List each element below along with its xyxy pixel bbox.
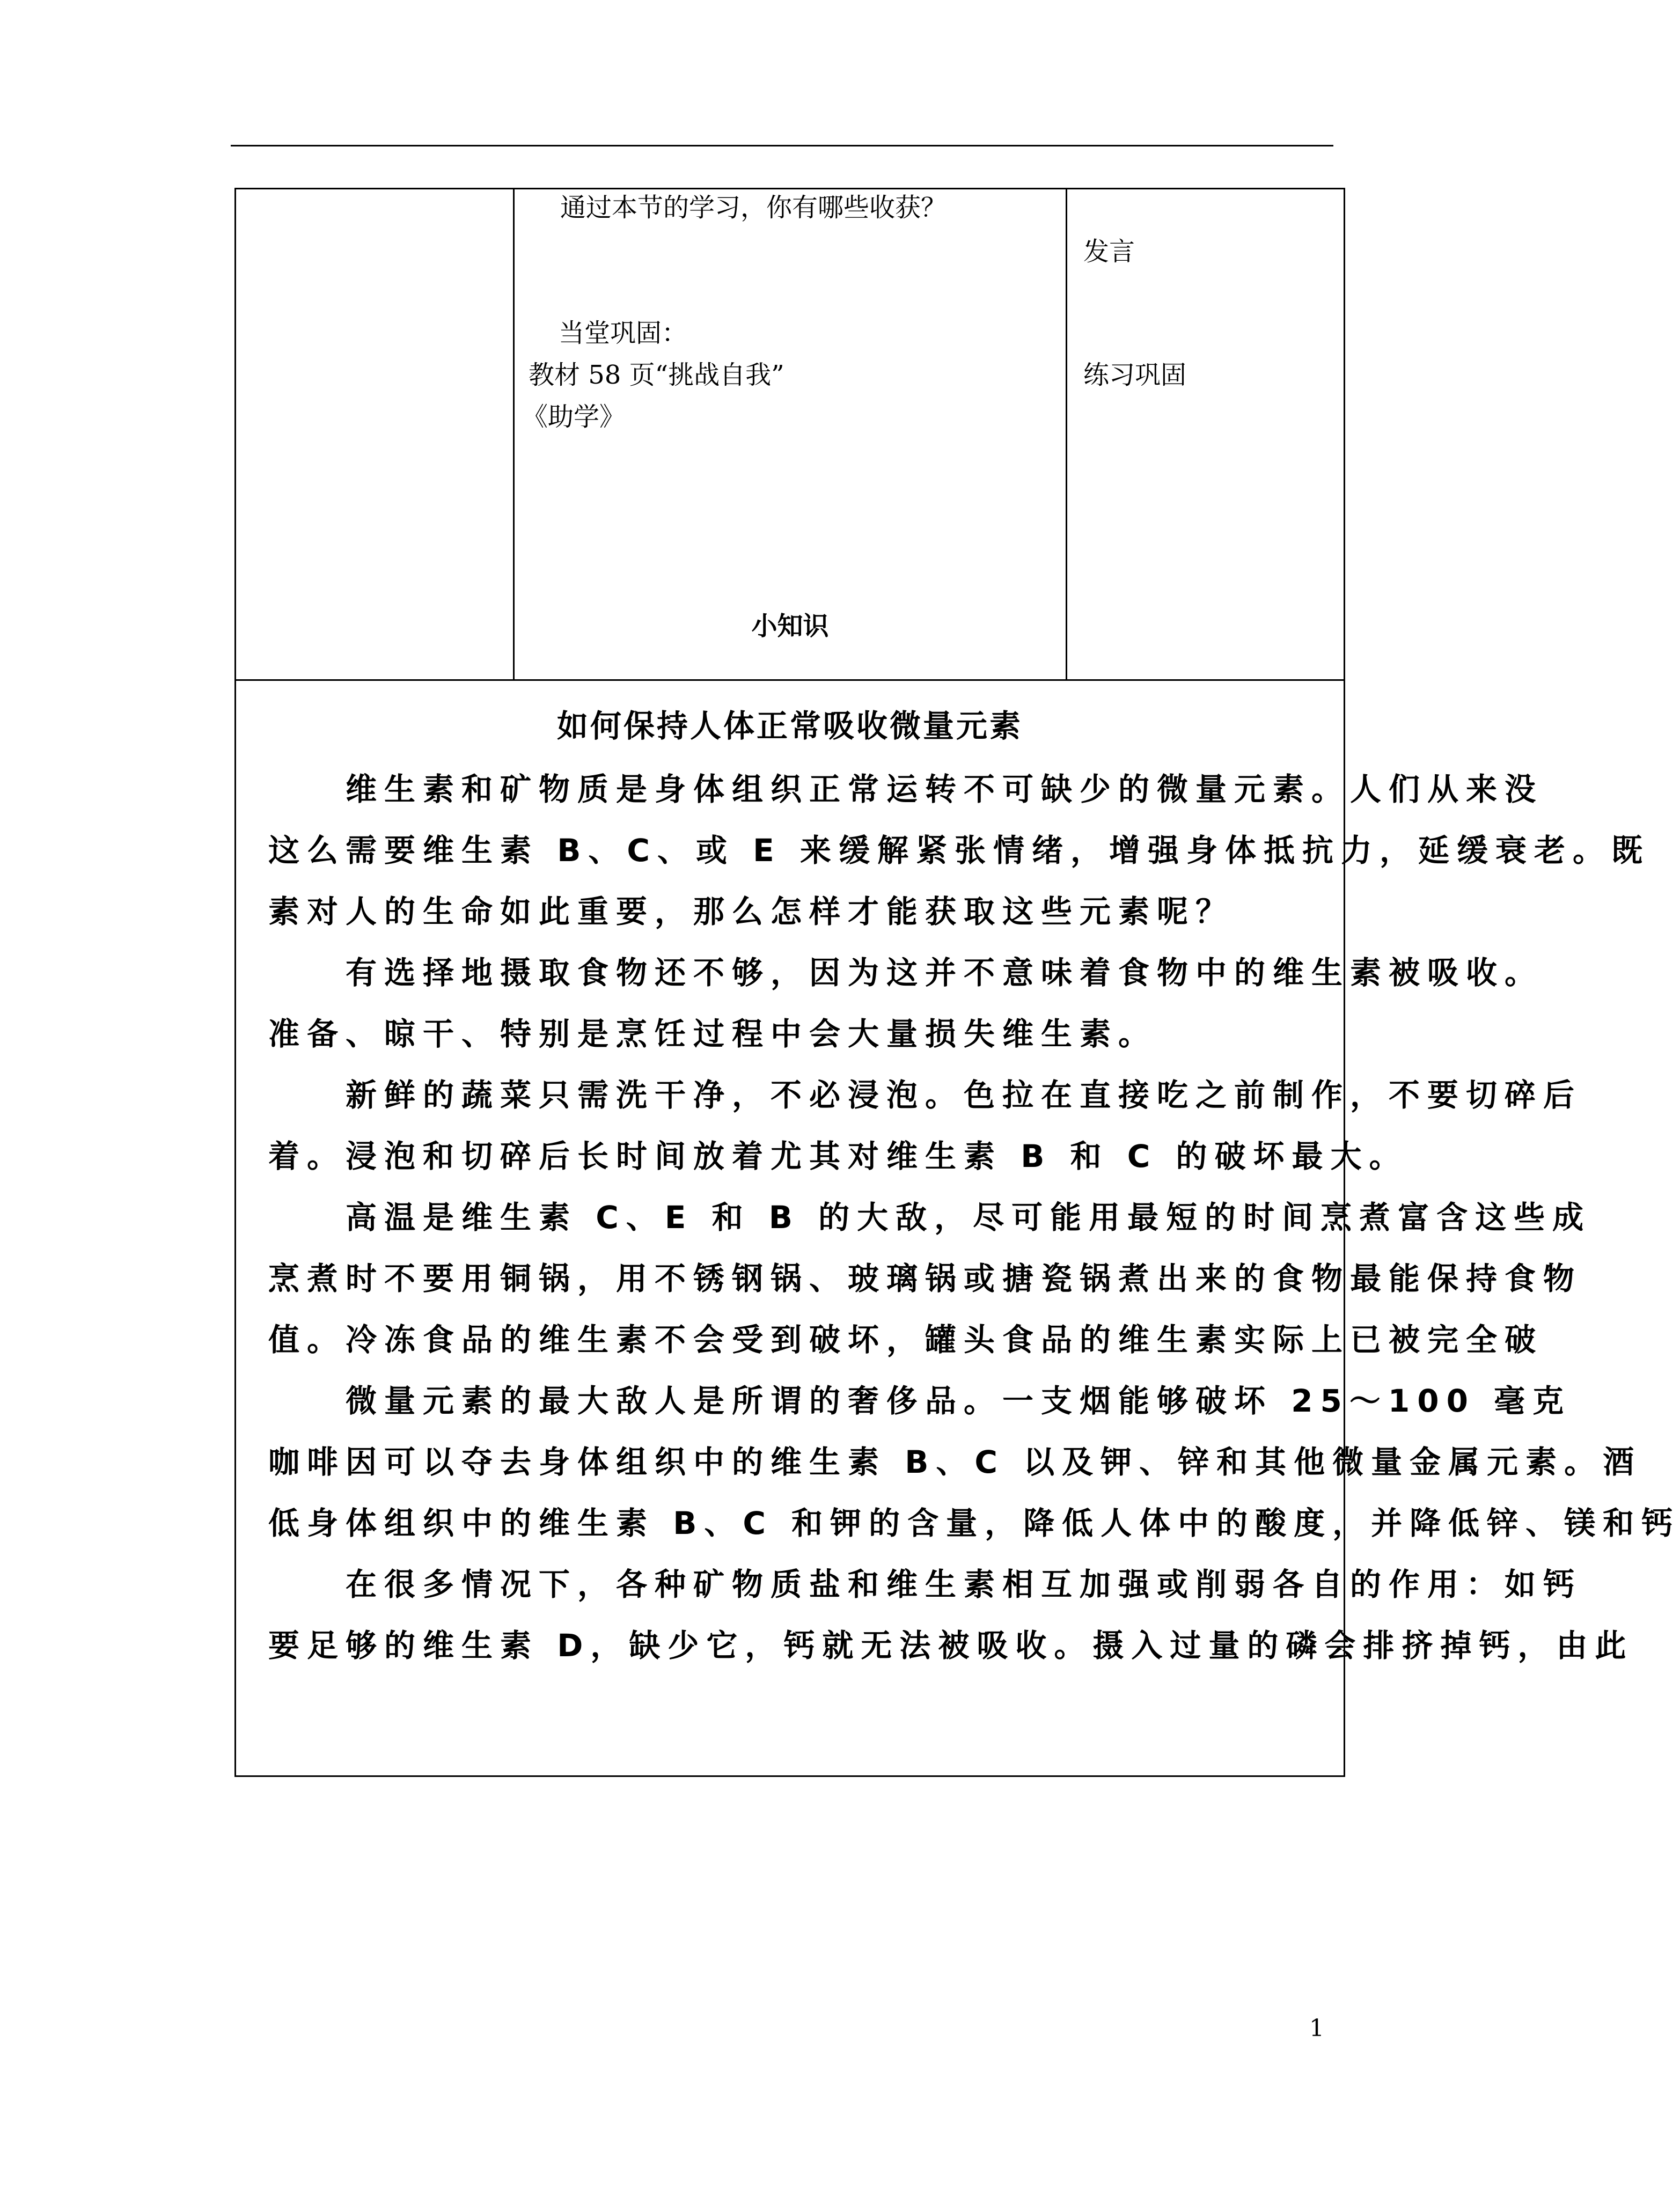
article-cell bbox=[236, 679, 1680, 1775]
lesson-table bbox=[234, 188, 1680, 1777]
knowledge-heading: 小知识 bbox=[751, 611, 829, 641]
empty-cell bbox=[236, 189, 515, 679]
practice-label: 练习巩固 bbox=[1083, 360, 1187, 390]
article-line: 准备、晾干、特别是烹饪过程中会大量损失维生素。 bbox=[268, 1016, 1157, 1052]
article-line: 要足够的维生素 D，缺少它，钙就无法被吸收。摄入过量的磷会排挤掉钙，由此 bbox=[268, 1627, 1634, 1664]
article-line: 烹煮时不要用铜锅，用不锈钢锅、玻璃锅或搪瓷锅煮出来的食物最能保持食物 bbox=[268, 1260, 1582, 1297]
article-line: 在很多情况下，各种矿物质盐和维生素相互加强或削弱各自的作用：如钙 bbox=[268, 1566, 1582, 1603]
article-line: 维生素和矿物质是身体组织正常运转不可缺少的微量元素。人们从来没 bbox=[268, 771, 1544, 807]
article-line: 低身体组织中的维生素 B、C 和钾的含量，降低人体中的酸度，并降低锌、镁和钙 bbox=[268, 1505, 1680, 1541]
consolidation-label: 当堂巩固： bbox=[559, 318, 688, 348]
article-line: 新鲜的蔬菜只需洗干净，不必浸泡。色拉在直接吃之前制作，不要切碎后 bbox=[268, 1077, 1582, 1113]
article-line: 有选择地摄取食物还不够，因为这并不意味着食物中的维生素被吸收。 bbox=[268, 954, 1544, 991]
article-line: 这么需要维生素 B、C、或 E 来缓解紧张情绪，增强身体抵抗力，延缓衰老。既 bbox=[268, 832, 1650, 869]
article-line: 值。冷冻食品的维生素不会受到破坏，罐头食品的维生素实际上已被完全破 bbox=[268, 1321, 1544, 1358]
speak-label: 发言 bbox=[1083, 237, 1135, 267]
article-line: 素对人的生命如此重要，那么怎样才能获取这些元素呢？ bbox=[268, 893, 1235, 930]
article-line: 咖啡因可以夺去身体组织中的维生素 B、C 以及钾、锌和其他微量金属元素。酒 bbox=[268, 1444, 1642, 1480]
article-line: 高温是维生素 C、E 和 B 的大敌，尽可能用最短的时间烹煮富含这些成 bbox=[268, 1199, 1591, 1236]
summary-question: 通过本节的学习，你有哪些收获？ bbox=[560, 193, 947, 223]
page-number: 1 bbox=[1309, 2015, 1324, 2042]
student-activity-cell bbox=[1067, 189, 1344, 679]
table-row bbox=[236, 189, 1344, 681]
article-line: 微量元素的最大敌人是所谓的奢侈品。一支烟能够破坏 25～100 毫克 bbox=[268, 1383, 1572, 1419]
article-title: 如何保持人体正常吸收微量元素 bbox=[556, 708, 1023, 744]
textbook-reference: 教材 58 页“挑战自我” bbox=[529, 360, 784, 390]
header-rule bbox=[231, 145, 1333, 146]
workbook-reference: 《助学》 bbox=[522, 402, 626, 432]
article-line: 着。浸泡和切碎后长时间放着尤其对维生素 B 和 C 的破坏最大。 bbox=[268, 1138, 1408, 1174]
activity-cell bbox=[515, 189, 1067, 679]
